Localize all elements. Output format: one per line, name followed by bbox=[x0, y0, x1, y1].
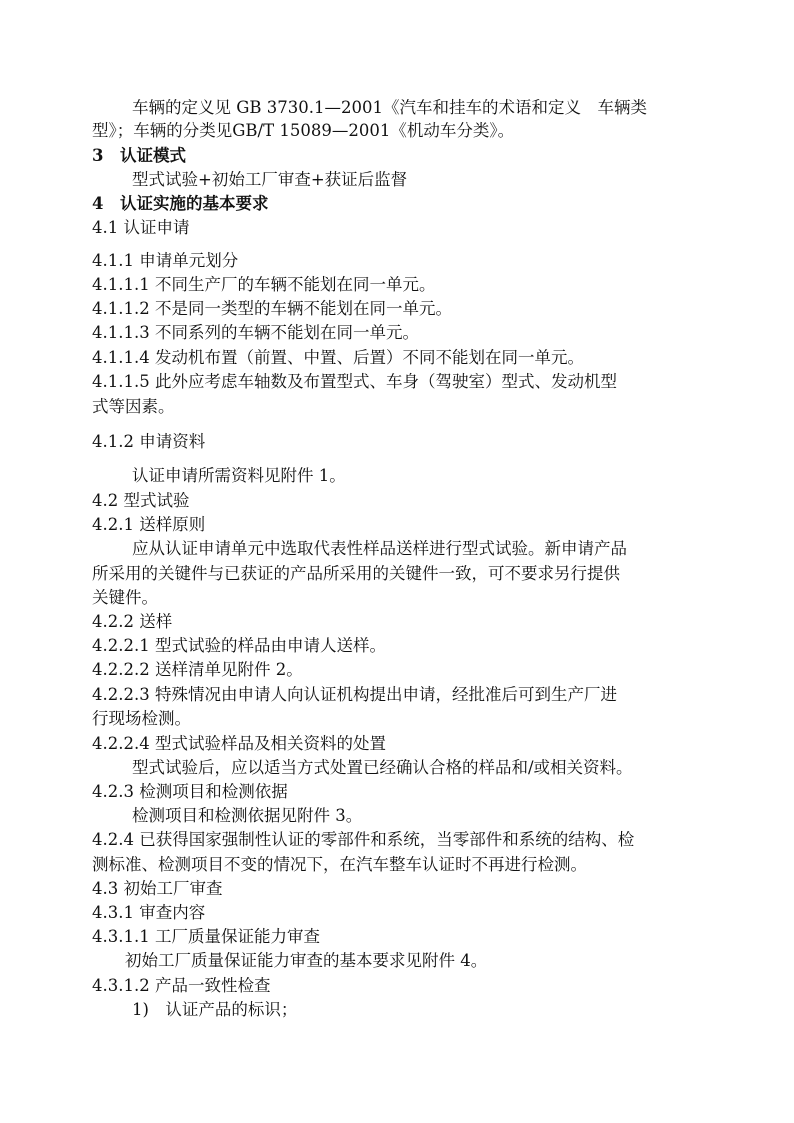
text-line: 4.2 型式试验 bbox=[92, 491, 190, 510]
text-line: 4.1.1.3 不同系列的车辆不能划在同一单元。 bbox=[92, 323, 419, 342]
text-line: 4.2.2.4 型式试验样品及相关资料的处置 bbox=[92, 734, 386, 753]
text-line: 4.2.2 送样 bbox=[92, 612, 173, 631]
text-line: 4.2.2.2 送样清单见附件 2。 bbox=[92, 660, 303, 679]
section-heading: 3 认证模式 bbox=[92, 146, 186, 165]
text-line: 所采用的关键件与已获证的产品所采用的关键件一致，可不要求另行提供 bbox=[92, 564, 620, 583]
text-line: 4.1.1.2 不是同一类型的车辆不能划在同一单元。 bbox=[92, 299, 452, 318]
text-line: 4.3.1 审查内容 bbox=[92, 903, 206, 922]
text-line: 车辆的定义见 GB 3730.1—2001《汽车和挂车的术语和定义 车辆类 bbox=[132, 98, 648, 117]
text-line: 4.1.1.5 此外应考虑车轴数及布置型式、车身（驾驶室）型式、发动机型 bbox=[92, 372, 617, 391]
text-line: 4.2.2.3 特殊情况由申请人向认证机构提出申请，经批准后可到生产厂进 bbox=[92, 685, 617, 704]
list-item: 1) 认证产品的标识； bbox=[132, 1000, 298, 1019]
text-line: 关键件。 bbox=[92, 588, 158, 607]
text-line: 认证申请所需资料见附件 1。 bbox=[132, 466, 346, 485]
text-line: 行现场检测。 bbox=[92, 709, 191, 728]
text-line: 测标准、检测项目不变的情况下，在汽车整车认证时不再进行检测。 bbox=[92, 855, 587, 874]
text-line: 型式试验后，应以适当方式处置已经确认合格的样品和/或相关资料。 bbox=[132, 758, 633, 777]
text-line: 型式试验+初始工厂审查+获证后监督 bbox=[132, 170, 408, 189]
section-heading: 4 认证实施的基本要求 bbox=[92, 194, 269, 213]
text-line: 4.3.1.1 工厂质量保证能力审查 bbox=[92, 927, 320, 946]
text-line: 式等因素。 bbox=[92, 397, 175, 416]
text-line: 4.1.1 申请单元划分 bbox=[92, 251, 239, 270]
text-line: 4.2.4 已获得国家强制性认证的零部件和系统，当零部件和系统的结构、检 bbox=[92, 830, 635, 849]
text-line: 4.2.1 送样原则 bbox=[92, 515, 206, 534]
text-line: 4.1.1.4 发动机布置（前置、中置、后置）不同不能划在同一单元。 bbox=[92, 348, 584, 367]
text-line: 型》；车辆的分类见GB/T 15089—2001《机动车分类》。 bbox=[92, 121, 515, 140]
text-line: 4.3.1.2 产品一致性检查 bbox=[92, 976, 271, 995]
text-line: 4.2.3 检测项目和检测依据 bbox=[92, 782, 288, 801]
text-line: 检测项目和检测依据见附件 3。 bbox=[132, 806, 363, 825]
text-line: 初始工厂质量保证能力审查的基本要求见附件 4。 bbox=[125, 951, 488, 970]
text-line: 应从认证申请单元中选取代表性样品送样进行型式试验。新申请产品 bbox=[132, 539, 627, 558]
text-line: 4.1.1.1 不同生产厂的车辆不能划在同一单元。 bbox=[92, 275, 436, 294]
text-line: 4.2.2.1 型式试验的样品由申请人送样。 bbox=[92, 636, 386, 655]
text-line: 4.1 认证申请 bbox=[92, 218, 190, 237]
text-line: 4.1.2 申请资料 bbox=[92, 432, 206, 451]
text-line: 4.3 初始工厂审查 bbox=[92, 879, 223, 898]
